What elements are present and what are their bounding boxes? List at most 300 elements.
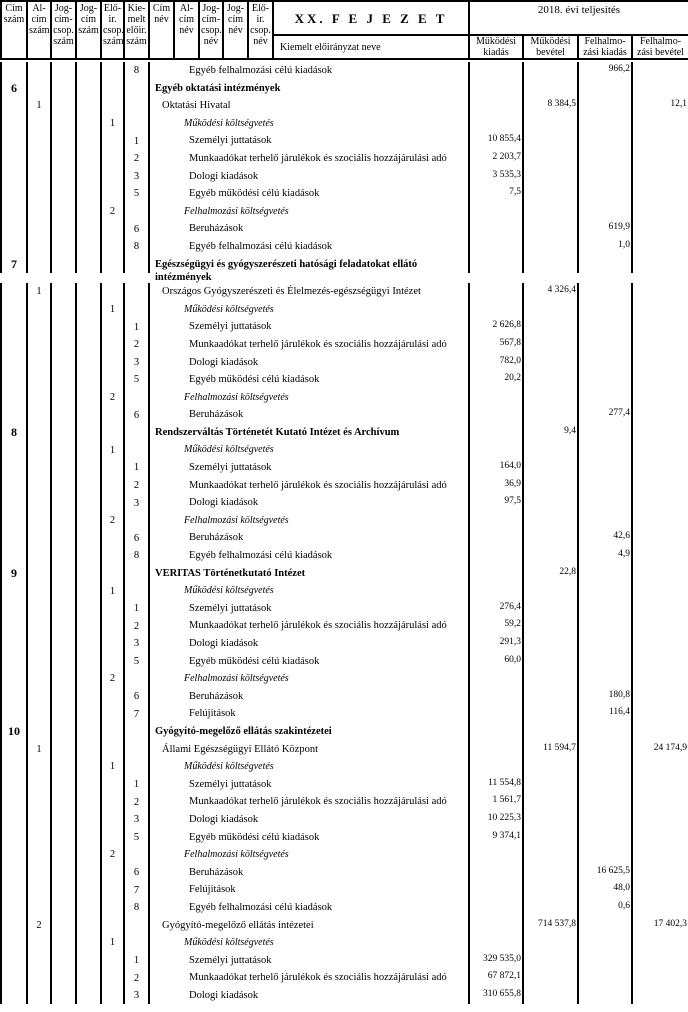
kiemelt-eloir-number: 1 (124, 600, 149, 618)
cim-number (1, 62, 27, 80)
felhalmozasi-kiadas-value (578, 283, 632, 301)
kiemelt-eloir-number: 5 (124, 371, 149, 389)
kiemelt-eloir-number: 5 (124, 829, 149, 847)
eloir-csop-number (101, 917, 124, 935)
jogcim-number (76, 283, 101, 301)
kiemelt-eloir-number: 2 (124, 793, 149, 811)
mukodesi-kiadas-value: 567,8 (469, 336, 523, 354)
alcim-number (27, 301, 51, 319)
table-row (1, 864, 688, 882)
mukodesi-kiadas-value: 310 655,8 (469, 987, 523, 1005)
jogcimcsop-number (51, 688, 76, 706)
jogcimcsop-number (51, 899, 76, 917)
table-row (1, 987, 688, 1005)
budget-table (0, 62, 688, 1004)
table-row (1, 256, 688, 274)
alcim-number (27, 132, 51, 150)
cim-number (1, 238, 27, 256)
alcim-number (27, 881, 51, 899)
mukodesi-kiadas-value (469, 723, 523, 741)
alcim-number (27, 688, 51, 706)
alcim-number (27, 424, 51, 442)
kiemelt-eloir-number (124, 512, 149, 530)
felhalmozasi-kiadas-value (578, 424, 632, 442)
felhalmozasi-kiadas-value (578, 846, 632, 864)
appropriation-name-cell (149, 477, 469, 495)
group-name: Működési költségvetés (184, 303, 274, 315)
alcim-number (27, 846, 51, 864)
table-row (1, 441, 688, 459)
eloir-csop-number: 1 (101, 301, 124, 319)
item-name: Dologi kiadások (189, 356, 259, 368)
felhalmozasi-kiadas-value: 0,6 (578, 899, 632, 917)
cim-number (1, 185, 27, 203)
kiemelt-eloir-number (124, 283, 149, 301)
jogcimcsop-number (51, 969, 76, 987)
felhalmozasi-bevetel-value (632, 459, 688, 477)
mukodesi-kiadas-value: 59,2 (469, 617, 523, 635)
table-row (1, 494, 688, 512)
appropriation-name-cell (149, 220, 469, 238)
mukodesi-kiadas-value (469, 864, 523, 882)
page-break-cell (578, 273, 632, 283)
item-name: Dologi kiadások (189, 638, 259, 649)
felhalmozasi-bevetel-value (632, 529, 688, 547)
jogcimcsop-number (51, 741, 76, 759)
cim-number (1, 406, 27, 424)
mukodesi-bevetel-value (523, 987, 578, 1005)
cim-number (1, 776, 27, 794)
table-row (1, 934, 688, 952)
kiemelt-eloir-number: 2 (124, 969, 149, 987)
kiemelt-eloir-number (124, 424, 149, 442)
eloir-csop-number: 1 (101, 934, 124, 952)
jogcimcsop-number (51, 301, 76, 319)
kiemelt-eloir-number: 2 (124, 477, 149, 495)
mukodesi-bevetel-value (523, 582, 578, 600)
jogcimcsop-number (51, 565, 76, 583)
item-name: Beruházások (189, 223, 244, 235)
alcim-number (27, 617, 51, 635)
felhalmozasi-bevetel-value (632, 168, 688, 186)
item-name: Személyi juttatások (189, 462, 272, 474)
felhalmozasi-bevetel-value (632, 688, 688, 706)
group-name: Működési költségvetés (184, 585, 274, 597)
felhalmozasi-kiadas-value (578, 115, 632, 133)
kiemelt-eloir-number: 6 (124, 529, 149, 547)
jogcim-number (76, 829, 101, 847)
felhalmozasi-kiadas-value: 42,6 (578, 529, 632, 547)
cim-number (1, 494, 27, 512)
eloir-csop-number (101, 256, 124, 274)
cim-number (1, 934, 27, 952)
mukodesi-kiadas-value (469, 934, 523, 952)
jogcim-number (76, 705, 101, 723)
jogcimcsop-number (51, 220, 76, 238)
mukodesi-bevetel-value: 22,8 (523, 565, 578, 583)
jogcim-number (76, 758, 101, 776)
alcim-number (27, 62, 51, 80)
felhalmozasi-kiadas-value (578, 185, 632, 203)
jogcimcsop-number (51, 705, 76, 723)
eloir-csop-number (101, 477, 124, 495)
mukodesi-bevetel-value (523, 864, 578, 882)
jogcim-number (76, 203, 101, 221)
alcim-number (27, 547, 51, 565)
item-name: Dologi kiadások (189, 497, 259, 509)
jogcim-number (76, 582, 101, 600)
cim-number (1, 371, 27, 389)
eloir-csop-number: 1 (101, 115, 124, 133)
felhalmozasi-bevetel-value (632, 952, 688, 970)
felhalmozasi-kiadas-value (578, 441, 632, 459)
item-name: Munkaadókat terhelő járulékok és szociális hozzájárulási adó (189, 152, 447, 164)
mukodesi-bevetel-value (523, 441, 578, 459)
appropriation-name-cell (149, 705, 469, 723)
group-name: Felhalmozási költségvetés (184, 673, 289, 685)
cim-number (1, 150, 27, 168)
group-name: Működési költségvetés (184, 761, 274, 773)
header-felhalmozasi-kiadas: Felhalmo-zási kiadás (578, 35, 632, 59)
cim-number (1, 881, 27, 899)
kiemelt-eloir-number (124, 846, 149, 864)
felhalmozasi-bevetel-value (632, 301, 688, 319)
eloir-csop-number: 2 (101, 670, 124, 688)
eloir-csop-number (101, 354, 124, 372)
eloir-csop-number (101, 741, 124, 759)
header-mukodesi-bevetel: Működési bevétel (523, 35, 578, 59)
felhalmozasi-bevetel-value (632, 670, 688, 688)
kiemelt-eloir-number: 2 (124, 336, 149, 354)
group-name: Működési költségvetés (184, 117, 274, 129)
felhalmozasi-bevetel-value (632, 635, 688, 653)
jogcimcsop-number (51, 617, 76, 635)
alcim-number (27, 723, 51, 741)
header-kiemelt-eloir-szam: Kie-melt előir. szám (124, 1, 149, 59)
mukodesi-kiadas-value: 11 554,8 (469, 776, 523, 794)
alcim-number (27, 635, 51, 653)
cim-number (1, 917, 27, 935)
jogcimcsop-number (51, 547, 76, 565)
table-row (1, 529, 688, 547)
table-row (1, 512, 688, 530)
jogcimcsop-number (51, 670, 76, 688)
alcim-number (27, 811, 51, 829)
alcim-number (27, 529, 51, 547)
appropriation-name-cell (149, 132, 469, 150)
felhalmozasi-kiadas-value (578, 934, 632, 952)
page-break-cell (469, 273, 523, 283)
alcim-number: 1 (27, 97, 51, 115)
cim-number (1, 811, 27, 829)
felhalmozasi-bevetel-value (632, 969, 688, 987)
mukodesi-kiadas-value (469, 220, 523, 238)
mukodesi-kiadas-value (469, 97, 523, 115)
cim-number (1, 705, 27, 723)
appropriation-name-cell (149, 301, 469, 319)
table-row (1, 899, 688, 917)
kiemelt-eloir-number: 3 (124, 168, 149, 186)
mukodesi-kiadas-value (469, 256, 523, 274)
appropriation-name-cell (149, 389, 469, 407)
alcim-number (27, 115, 51, 133)
kiemelt-eloir-number: 1 (124, 318, 149, 336)
jogcimcsop-number (51, 238, 76, 256)
appropriation-name-cell (149, 168, 469, 186)
header-alcim-nev: Al-cím név (174, 1, 199, 59)
header-jogcim-szam: Jog-cím szám (76, 1, 101, 59)
table-row (1, 811, 688, 829)
felhalmozasi-bevetel-value (632, 318, 688, 336)
header-mukodesi-kiadas: Működési kiadás (469, 35, 523, 59)
cim-number (1, 793, 27, 811)
felhalmozasi-bevetel-value (632, 203, 688, 221)
cim-number: 7 (1, 256, 27, 274)
alcim-number (27, 864, 51, 882)
page-break-cell (632, 273, 688, 283)
mukodesi-bevetel-value (523, 547, 578, 565)
felhalmozasi-bevetel-value (632, 477, 688, 495)
cim-number (1, 283, 27, 301)
appropriation-name-cell (149, 793, 469, 811)
eloir-csop-number: 2 (101, 203, 124, 221)
page-break-cell (51, 273, 76, 283)
mukodesi-kiadas-value: 67 872,1 (469, 969, 523, 987)
mukodesi-bevetel-value (523, 705, 578, 723)
mukodesi-kiadas-value (469, 881, 523, 899)
appropriation-name-cell (149, 256, 469, 283)
felhalmozasi-kiadas-value (578, 617, 632, 635)
jogcimcsop-number (51, 529, 76, 547)
mukodesi-kiadas-value: 20,2 (469, 371, 523, 389)
cim-number (1, 477, 27, 495)
mukodesi-kiadas-value (469, 547, 523, 565)
kiemelt-eloir-number (124, 934, 149, 952)
appropriation-name-cell (149, 776, 469, 794)
table-row (1, 723, 688, 741)
felhalmozasi-kiadas-value (578, 811, 632, 829)
jogcim-number (76, 238, 101, 256)
appropriation-name-cell (149, 635, 469, 653)
appropriation-name-cell (149, 238, 469, 256)
kiemelt-eloir-number (124, 758, 149, 776)
mukodesi-bevetel-value (523, 899, 578, 917)
cim-name: Egyéb oktatási intézmények (155, 82, 281, 94)
jogcimcsop-number (51, 62, 76, 80)
mukodesi-bevetel-value (523, 203, 578, 221)
mukodesi-kiadas-value: 2 203,7 (469, 150, 523, 168)
kiemelt-eloir-number: 7 (124, 881, 149, 899)
jogcim-number (76, 723, 101, 741)
felhalmozasi-bevetel-value (632, 256, 688, 274)
mukodesi-kiadas-value (469, 80, 523, 98)
item-name: Dologi kiadások (189, 989, 259, 1001)
mukodesi-bevetel-value (523, 318, 578, 336)
jogcimcsop-number (51, 600, 76, 618)
appropriation-name-cell (149, 529, 469, 547)
kiemelt-eloir-number (124, 301, 149, 319)
eloir-csop-number (101, 723, 124, 741)
table-row (1, 952, 688, 970)
mukodesi-kiadas-value: 36,9 (469, 477, 523, 495)
jogcim-number (76, 115, 101, 133)
appropriation-name-cell (149, 670, 469, 688)
jogcim-number (76, 987, 101, 1005)
appropriation-name-cell (149, 203, 469, 221)
item-name: Személyi juttatások (189, 321, 272, 333)
jogcimcsop-number (51, 283, 76, 301)
alcim-number (27, 758, 51, 776)
table-row (1, 477, 688, 495)
mukodesi-kiadas-value: 291,3 (469, 635, 523, 653)
jogcimcsop-number (51, 881, 76, 899)
kiemelt-eloir-number (124, 389, 149, 407)
alcim-number (27, 150, 51, 168)
eloir-csop-number (101, 220, 124, 238)
item-name: Beruházások (189, 532, 244, 544)
jogcimcsop-number (51, 512, 76, 530)
table-row (1, 97, 688, 115)
jogcimcsop-number (51, 203, 76, 221)
mukodesi-kiadas-value (469, 917, 523, 935)
felhalmozasi-bevetel-value (632, 899, 688, 917)
alcim-number (27, 389, 51, 407)
felhalmozasi-kiadas-value (578, 256, 632, 274)
eloir-csop-number (101, 987, 124, 1005)
eloir-csop-number: 2 (101, 512, 124, 530)
felhalmozasi-bevetel-value (632, 441, 688, 459)
kiemelt-eloir-number: 8 (124, 238, 149, 256)
jogcimcsop-number (51, 150, 76, 168)
felhalmozasi-bevetel-value (632, 80, 688, 98)
alcim-number (27, 168, 51, 186)
mukodesi-kiadas-value (469, 424, 523, 442)
group-name: Működési költségvetés (184, 444, 274, 456)
felhalmozasi-bevetel-value (632, 758, 688, 776)
felhalmozasi-bevetel-value (632, 185, 688, 203)
felhalmozasi-kiadas-value (578, 354, 632, 372)
kiemelt-eloir-number: 1 (124, 459, 149, 477)
jogcimcsop-number (51, 829, 76, 847)
jogcimcsop-number (51, 776, 76, 794)
jogcimcsop-number (51, 793, 76, 811)
mukodesi-bevetel-value (523, 185, 578, 203)
kiemelt-eloir-number: 8 (124, 899, 149, 917)
kiemelt-eloir-number: 1 (124, 776, 149, 794)
jogcimcsop-number (51, 97, 76, 115)
jogcimcsop-number (51, 952, 76, 970)
felhalmozasi-bevetel-value (632, 582, 688, 600)
header-jogcimcsop-szam: Jog-cím-csop. szám (51, 1, 76, 59)
alcim-number (27, 829, 51, 847)
jogcimcsop-number (51, 917, 76, 935)
alcim-number (27, 987, 51, 1005)
group-name: Felhalmozási költségvetés (184, 514, 289, 526)
cim-number (1, 512, 27, 530)
jogcim-number (76, 934, 101, 952)
jogcim-number (76, 185, 101, 203)
felhalmozasi-kiadas-value (578, 389, 632, 407)
felhalmozasi-kiadas-value: 4,9 (578, 547, 632, 565)
kiemelt-eloir-number (124, 441, 149, 459)
jogcim-number (76, 529, 101, 547)
felhalmozasi-kiadas-value (578, 776, 632, 794)
alcim-number (27, 793, 51, 811)
item-name: Egyéb működési célú kiadások (189, 655, 320, 667)
page-break-cell (101, 273, 124, 283)
jogcim-number (76, 741, 101, 759)
kiemelt-eloir-number: 8 (124, 62, 149, 80)
jogcim-number (76, 256, 101, 274)
mukodesi-bevetel-value (523, 934, 578, 952)
eloir-csop-number (101, 406, 124, 424)
table-row (1, 238, 688, 256)
table-row (1, 220, 688, 238)
mukodesi-bevetel-value (523, 723, 578, 741)
cim-number (1, 758, 27, 776)
table-row (1, 371, 688, 389)
mukodesi-bevetel-value (523, 529, 578, 547)
felhalmozasi-bevetel-value (632, 150, 688, 168)
header-jogcim-nev: Jog-cím név (223, 1, 248, 59)
appropriation-name-cell (149, 881, 469, 899)
felhalmozasi-bevetel-value (632, 705, 688, 723)
felhalmozasi-kiadas-value: 966,2 (578, 62, 632, 80)
mukodesi-bevetel-value: 9,4 (523, 424, 578, 442)
page-break-cell (523, 273, 578, 283)
jogcimcsop-number (51, 132, 76, 150)
mukodesi-bevetel-value (523, 846, 578, 864)
cim-number (1, 617, 27, 635)
jogcim-number (76, 670, 101, 688)
jogcim-number (76, 406, 101, 424)
felhalmozasi-bevetel-value (632, 371, 688, 389)
alcim-number (27, 354, 51, 372)
appropriation-name-cell (149, 336, 469, 354)
jogcim-number (76, 301, 101, 319)
item-name: Egyéb felhalmozási célú kiadások (189, 65, 333, 76)
eloir-csop-number (101, 811, 124, 829)
jogcim-number (76, 494, 101, 512)
jogcim-number (76, 441, 101, 459)
appropriation-name-cell (149, 600, 469, 618)
felhalmozasi-bevetel-value (632, 389, 688, 407)
cim-number: 9 (1, 565, 27, 583)
felhalmozasi-kiadas-value (578, 582, 632, 600)
table-row (1, 600, 688, 618)
header-cim-szam: Cím szám (1, 1, 27, 59)
eloir-csop-number: 2 (101, 389, 124, 407)
mukodesi-bevetel-value: 11 594,7 (523, 741, 578, 759)
table-row (1, 829, 688, 847)
item-name: Beruházások (189, 866, 244, 878)
item-name: Személyi juttatások (189, 135, 272, 147)
mukodesi-kiadas-value: 60,0 (469, 653, 523, 671)
item-name: Munkaadókat terhelő járulékok és szociális hozzájárulási adó (189, 338, 447, 350)
jogcim-number (76, 635, 101, 653)
felhalmozasi-kiadas-value (578, 952, 632, 970)
eloir-csop-number (101, 168, 124, 186)
eloir-csop-number (101, 653, 124, 671)
kiemelt-eloir-number (124, 565, 149, 583)
eloir-csop-number (101, 776, 124, 794)
mukodesi-bevetel-value (523, 115, 578, 133)
mukodesi-kiadas-value: 276,4 (469, 600, 523, 618)
appropriation-name-cell (149, 424, 469, 442)
jogcimcsop-number (51, 635, 76, 653)
mukodesi-kiadas-value: 97,5 (469, 494, 523, 512)
jogcim-number (76, 917, 101, 935)
